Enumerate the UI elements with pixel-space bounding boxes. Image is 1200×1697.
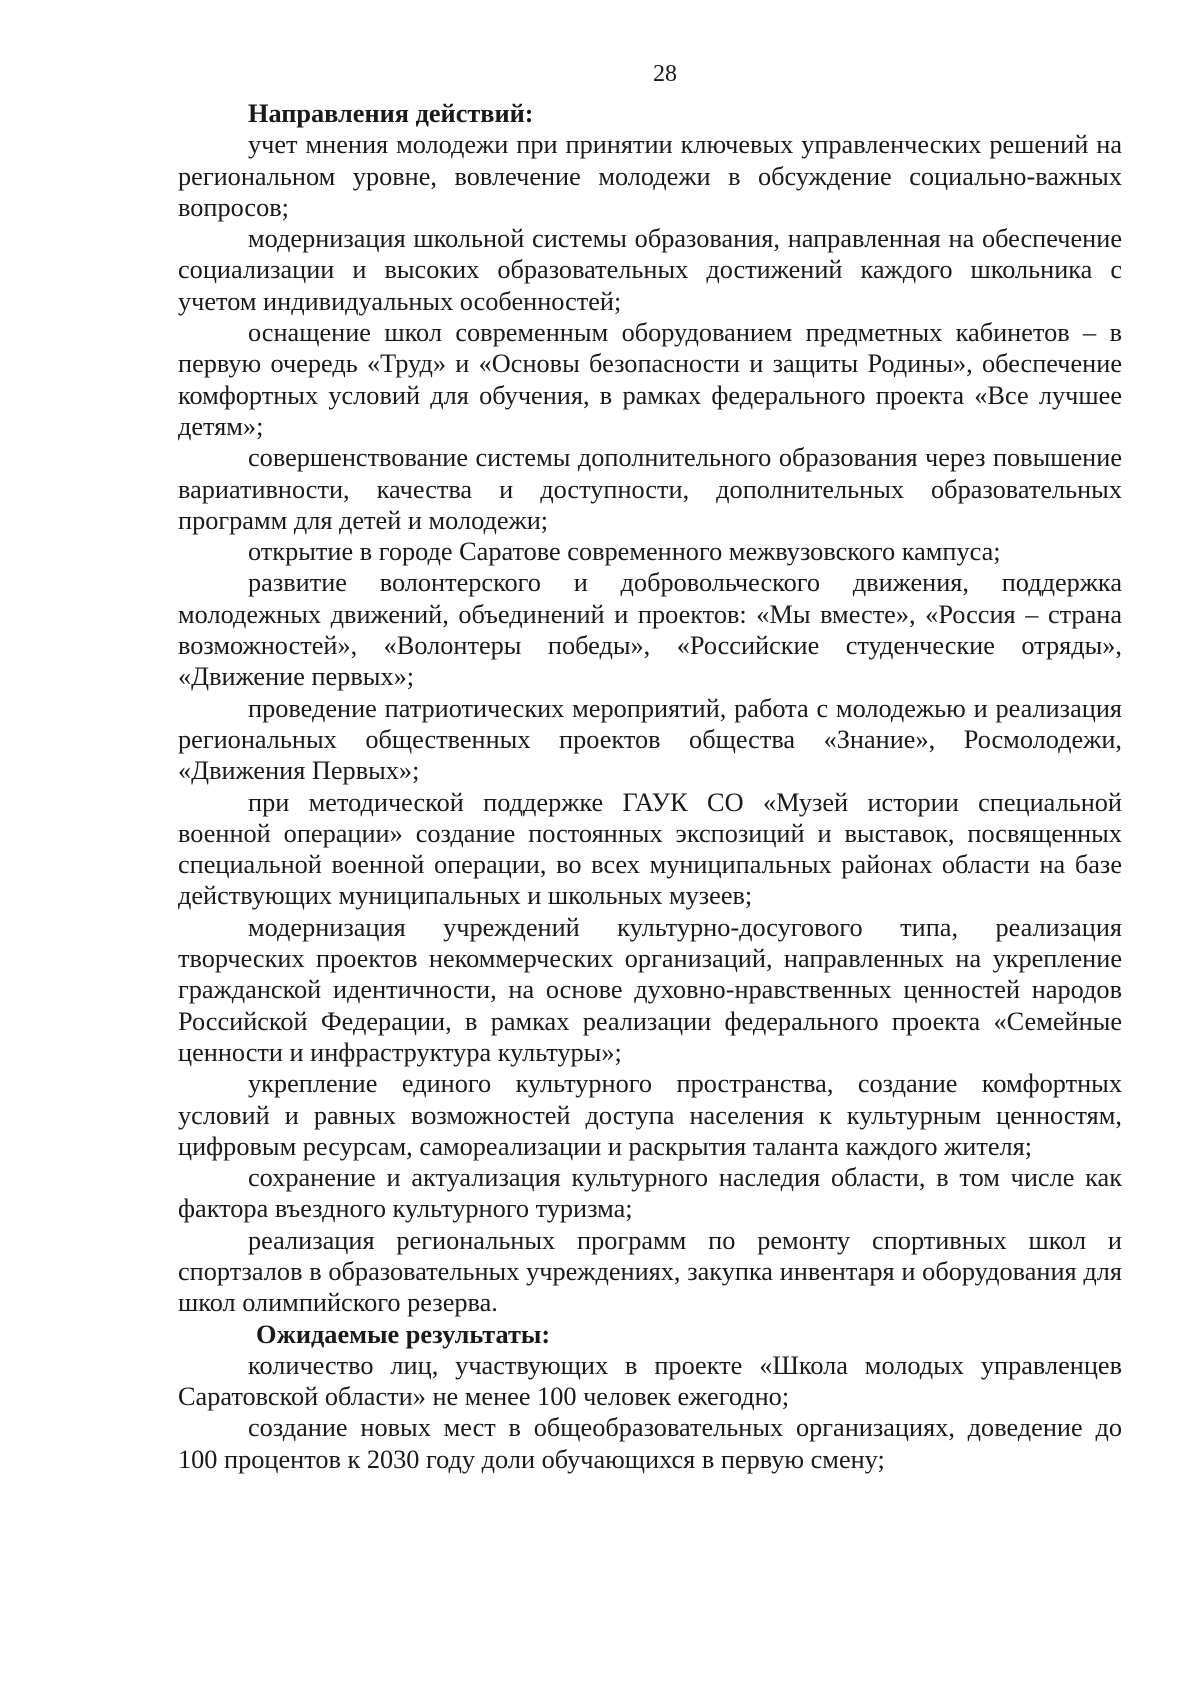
result-paragraph: создание новых мест в общеобразовательных организациях, доведение до 100 процентов к 2030 году доли обучающихся в первую смену; [178, 1413, 1122, 1474]
action-paragraph: реализация региональных программ по ремонту спортивных школ и спортзалов в образовательных учреждениях, закупка инвентаря и оборудования для школ олимпийского резерва. [178, 1225, 1122, 1318]
document-body [178, 98, 1122, 1475]
action-paragraph: сохранение и актуализация культурного наследия области, в том числе как фактора въездного культурного туризма; [178, 1163, 1122, 1224]
action-paragraph: модернизация школьной системы образования, направленная на обеспечение социализации и высоких образовательных достижений каждого школьника с учетом индивидуальных особенностей; [178, 224, 1122, 316]
result-paragraph: количество лиц, участвующих в проекте «Школа молодых управленцев Саратовской области» не менее 100 человек ежегодно; [178, 1350, 1122, 1412]
action-paragraph: совершенствование системы дополнительного образования через повышение вариативности, качества и доступности, дополнительных образовательных программ для детей и молодежи; [178, 443, 1122, 535]
action-paragraph: укрепление единого культурного пространства, создание комфортных условий и равных возможностей доступа населения к культурным ценностям, цифровым ресурсам, самореализации и раскрытия таланта каждого жителя; [178, 1069, 1122, 1161]
action-paragraph: проведение патриотических мероприятий, работа с молодежью и реализация региональных общественных проектов общества «Знание», Росмолодежи, «Движения Первых»; [178, 693, 1122, 786]
action-paragraph: оснащение школ современным оборудованием предметных кабинетов – в первую очередь «Труд» и «Основы безопасности и защиты Родины», обеспечение комфортных условий для обучения, в рамках федерального проекта «Все лучшее детям»; [178, 318, 1122, 441]
section-heading-results: Ожидаемые результаты: [256, 1319, 551, 1349]
section-heading-actions: Направления действий: [248, 99, 534, 128]
page-number: 28 [653, 61, 677, 87]
action-paragraph: развитие волонтерского и добровольческого движения, поддержка молодежных движений, объединений и проектов: «Мы вместе», «Россия – страна возможностей», «Волонтеры победы», «Российские студенческие отряды», «Движение первых»; [178, 568, 1122, 692]
action-paragraph: модернизация учреждений культурно-досугового типа, реализация творческих проектов некоммерческих организаций, направленных на укрепление гражданской идентичности, на основе духовно-нравственных ценностей народов Российской Федерации, в рамках реализации федерального проекта «Семейные ценности и инфраструктура культуры»; [178, 912, 1122, 1067]
action-paragraph: при методической поддержке ГАУК СО «Музей истории специальной военной операции» создание постоянных экспозиций и выставок, посвященных специальной военной операции, во всех муниципальных районах области на базе действующих муниципальных и школьных музеев; [178, 787, 1122, 911]
action-paragraph: учет мнения молодежи при принятии ключевых управленческих решений на региональном уровне, вовлечение молодежи в обсуждение социально-важных вопросов; [178, 130, 1122, 222]
action-paragraph: открытие в городе Саратове современного межвузовского кампуса; [248, 537, 1001, 567]
